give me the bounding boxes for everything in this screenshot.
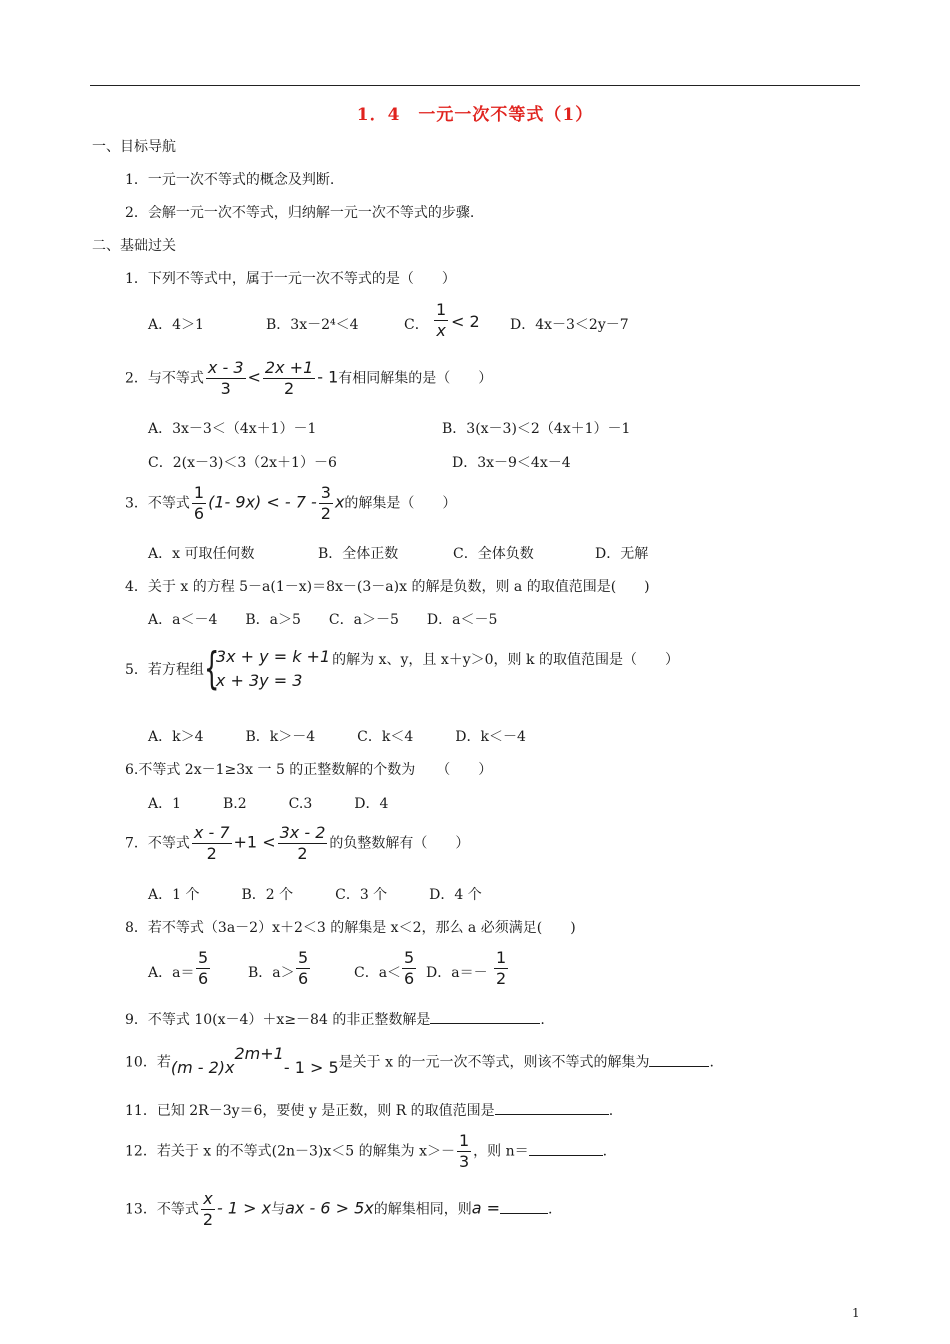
q13-answer-blank[interactable] [500,1199,548,1214]
q10-answer-blank[interactable] [649,1052,709,1067]
q12-fraction: $\frac{1}{3}$ [458,1131,470,1171]
q8-option-b-fraction: $\frac{5}{6}$ [298,948,309,988]
q12-answer-blank[interactable] [529,1141,603,1156]
q4-stem: 4．关于 x 的方程 5－a(1－x)＝8x－(3－a)x 的解是负数，则 a 的取值范围是( ) [125,579,650,595]
q11-stem: 11．已知 2R－3y＝6，要使 y 是正数，则 R 的取值范围是 . [125,1100,613,1120]
q1-option-c-fraction: $\frac{1}{x}$ [436,300,447,340]
left-brace-icon: { [203,643,220,694]
q2-option-c: C．2(x－3)＜3（2x＋1）－6 [148,455,337,471]
header-rule [90,85,860,86]
page-number: 1 [852,1306,860,1320]
q13-stem: 13．不等式 $\frac{x}{2}$ - 1 > x与ax - 6 > 5x的解集相同，则a = . [125,1189,553,1229]
q9-answer-blank[interactable] [430,1009,540,1024]
q1-option-c-rest: < 2 [451,312,480,331]
q7-options: A．1 个 B．2 个 C．3 个 D．4 个 [148,887,482,903]
q6-options: A．1 B.2 C.3 D．4 [148,796,389,812]
q8-option-c-fraction: $\frac{5}{6}$ [404,948,415,988]
q3-fraction-right: $\frac{3}{2}$ [320,483,331,523]
q1-option-a: A．4＞1 [148,317,204,333]
q3-fraction-left: $\frac{1}{6}$ [193,483,205,523]
q7-fraction-right: $\frac{3x - 2}{2}$ [279,823,326,863]
q8-option-a-label: A．a＝ [148,965,195,981]
q6-stem: 6.不等式 2x－1≥3x 一 5 的正整数解的个数为 （ ） [125,762,493,778]
q2-option-a: A．3x－3＜（4x＋1）－1 [148,421,317,437]
q10-stem: 10．若$(m - 2)x^{2m+1}-$ 1 > 5是关于 x 的一元一次不等式，则该不等式的解集为 . [125,1044,714,1077]
q3-option-a: A．x 可取任何数 [148,546,255,562]
q2-stem: 2．与不等式 $\frac{x - 3}{3}$ < $\frac{2x +1}{2}$ - 1有相同解集的是（ ） [125,358,493,398]
q1-option-c-label: C． [404,317,429,333]
q8-stem: 8．若不等式（3a－2）x＋2＜3 的解集是 x＜2，那么 a 必须满足( ) [125,920,576,936]
q8-option-c-label: C．a＜ [354,965,402,981]
q2-fraction-left: $\frac{x - 3}{3}$ [207,358,244,398]
q2-option-b: B．3(x－3)＜2（4x＋1）－1 [442,421,631,437]
q5-equation-system: { 3x + y = k +1 x + 3y = 3 [203,643,331,694]
q2-option-d: D．3x－9＜4x－4 [452,455,571,471]
q9-stem: 9．不等式 10(x－4）＋x≥－84 的非正整数解是 . [125,1009,545,1029]
q3-option-c: C．全体负数 [453,546,534,562]
q5-stem: 5．若方程组 { 3x + y = k +1 x + 3y = 3 的解为 x、y，且 x＋y＞0，则 k 的取值范围是（ ） [125,643,679,694]
goal-item-2: 2．会解一元一次不等式，归纳解一元一次不等式的步骤. [125,205,475,221]
q1-option-d: D．4x－3＜2y－7 [510,317,629,333]
q11-answer-blank[interactable] [495,1100,609,1115]
q12-stem: 12．若关于 x 的不等式(2n－3)x＜5 的解集为 x＞－ $\frac{1}{3}$ ，则 n＝ . [125,1131,608,1171]
q3-stem: 3．不等式 $\frac{1}{6}$ (1- 9x) < - 7 - $\frac{3}{2}$ x的解集是（ ） [125,483,457,523]
section-heading-goals: 一、目标导航 [92,139,176,155]
q7-fraction-left: $\frac{x - 7}{2}$ [193,823,230,863]
q3-option-b: B．全体正数 [318,546,399,562]
q5-options: A．k＞4 B．k＞－4 C．k＜4 D．k＜－4 [148,729,526,745]
q2-fraction-right: $\frac{2x +1}{2}$ [264,358,314,398]
q3-option-d: D．无解 [595,546,649,562]
q4-options: A．a＜－4 B．a＞5 C．a＞－5 D．a＜－5 [148,612,498,628]
q8-option-b-label: B．a＞ [248,965,295,981]
q8-option-a-fraction: $\frac{5}{6}$ [198,948,209,988]
q8-option-d-label: D．a＝－ [426,965,488,981]
q1-stem: 1．下列不等式中，属于一元一次不等式的是（ ） [125,271,456,287]
q7-stem: 7．不等式 $\frac{x - 7}{2}$ +1 < $\frac{3x - 2}{2}$ 的负整数解有（ ） [125,823,470,863]
q13-fraction: $\frac{x}{2}$ [202,1189,214,1229]
page-title: 1．4 一元一次不等式（1） [356,105,594,125]
q1-option-b: B．3x－2⁴＜4 [266,317,359,333]
goal-item-1: 1．一元一次不等式的概念及判断. [125,172,335,188]
q8-option-d-fraction: $\frac{1}{2}$ [496,948,507,988]
section-heading-basics: 二、基础过关 [92,238,176,254]
